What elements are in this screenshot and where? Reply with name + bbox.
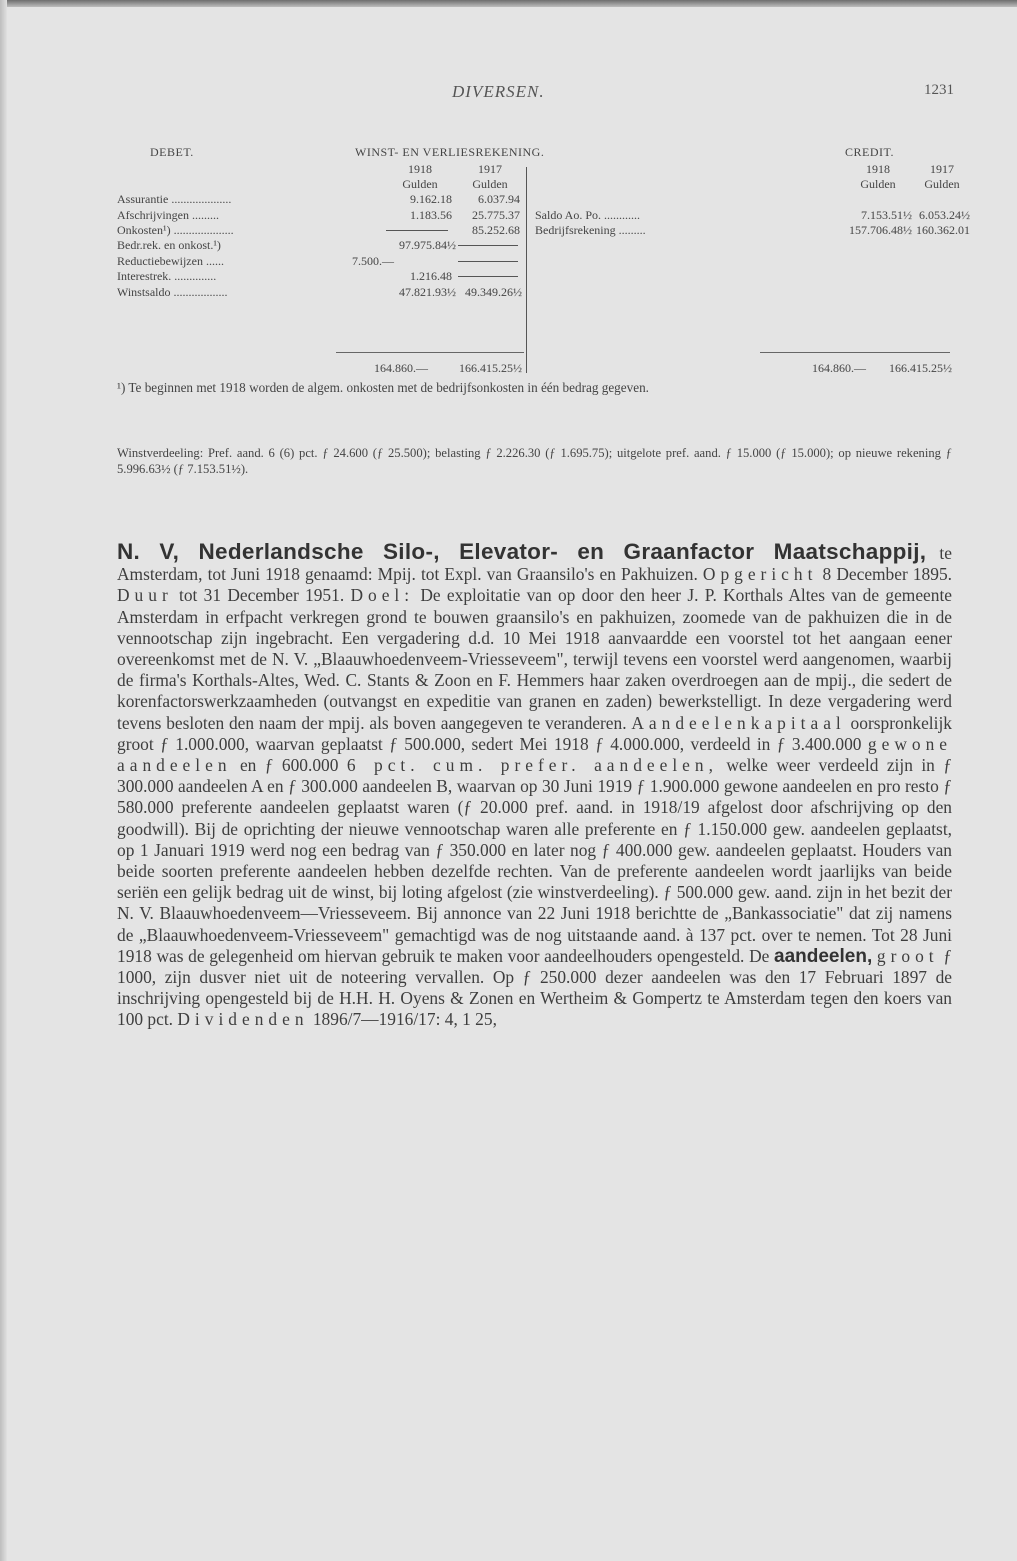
center-divider	[526, 167, 527, 373]
keyword-groot: groot	[876, 945, 939, 966]
debit-col-unit-1918: Gulden	[402, 177, 438, 191]
value-1917: 6.053.24½	[919, 208, 970, 222]
account-title: WINST- EN VERLIESREKENING.	[355, 145, 545, 159]
value-1918: 97.975.84½	[399, 238, 456, 252]
empty-dash	[386, 230, 448, 231]
value-1918: 7.153.51½	[861, 208, 912, 222]
credit-col-year-1917: 1917	[930, 162, 954, 176]
credit-total-1918: 164.860.—	[812, 361, 866, 375]
row-label: Afschrijvingen .........	[117, 208, 219, 222]
empty-dash	[458, 261, 518, 262]
row-label: Bedr.rek. en onkost.¹)	[117, 238, 221, 252]
text: te Amsterdam, tot Juni 1918 genaamd: Mpij. tot Expl. van Graansilo's en Pakhuizen.	[117, 543, 952, 585]
value-1918: 157.706.48½	[849, 223, 912, 237]
value-1917: 6.037.94	[478, 192, 520, 206]
empty-dash	[458, 276, 518, 277]
debit-col-year-1917: 1917	[478, 162, 502, 176]
credit-col-unit-1917: Gulden	[924, 177, 960, 191]
credit-total-1917: 166.415.25½	[889, 361, 952, 375]
value-1918: 47.821.93½	[399, 285, 456, 299]
text: oorspronkelijk groot ƒ 1.000.000, waarvan geplaatst ƒ 500.000, sedert Mei 1918 ƒ 4.000.000, verdeeld in ƒ 3.400.000	[117, 712, 952, 754]
value-1918: 7.500.—	[352, 254, 394, 268]
company-entry	[117, 541, 952, 1031]
page-number: 1231	[924, 82, 954, 98]
debit-col-year-1918: 1918	[408, 162, 432, 176]
debit-total-1918: 164.860.—	[374, 361, 428, 375]
keyword-dividenden: Dividenden	[177, 1009, 309, 1030]
value-1917: 160.362.01	[916, 223, 970, 237]
value-1917: 85.252.68	[472, 223, 520, 237]
credit-col-unit-1918: Gulden	[860, 177, 896, 191]
credit-sum-rule	[760, 352, 950, 353]
value-1917: 49.349.26½	[465, 285, 522, 299]
text: welke weer verdeeld zijn in ƒ 300.000 aandeelen A en ƒ 300.000 aandeelen B, waarvan op 30 Juni 1919 ƒ 1.900.000 gewone aandeelen en pro resto ƒ 580.000 preferente aandeelen geplaatst waren (ƒ 20.000 pref. aand. in 1918/19 afgelost door afschrijving op den goodwill). Bij de oprichting der nieuwe vennootschap waren alle preferente en ƒ 1.150.000 gew. aandeelen geplaatst, op 1 Januari 1919 werd nog een bedrag van ƒ 350.000 en later nog ƒ 400.000 gew. aandeelen geplaatst. Houders van beide soorten preferente aandeelen hebben dezelfde rechten. Van de preferente aandeelen wordt jaarlijks van beide seriën een gelijk bedrag uit de winst, bij loting afgelost (zie winstverdeeling). ƒ 500.000 gew. aand. zijn in het bezit der N. V. Blaauwhoedenveem—Vriesseveem. Bij annonce van 22 Juni 1918 berichtte de „Bankassociatie" dat zij namens de „Blaauwhoedenveem-Vriesseveem" gemachtigd was de nog uitstaande aand. à 137 pct. over te nemen. Tot 28 Juni 1918 was de gelegenheid om hiervan gebruik te maken voor aandeelhouders opengesteld. De	[117, 755, 952, 966]
debit-total-1917: 166.415.25½	[459, 361, 522, 375]
value-1918: 1.183.56	[410, 208, 452, 222]
text: tot 31 December 1951.	[172, 585, 351, 606]
debit-sum-rule	[336, 352, 524, 353]
running-title: DIVERSEN.	[452, 82, 545, 101]
debit-col-unit-1917: Gulden	[472, 177, 508, 191]
row-label: Interestrek. ..............	[117, 269, 217, 283]
keyword-gewone-aandeelen: gewone aandeelen	[117, 733, 952, 776]
text: ƒ 1000, zijn dusver niet uit de noteering vervallen. Op ƒ 250.000 dezer aandeelen was den 17 Februari 1897 de inschrijving opengesteld bij de H.H. H. Oyens & Zonen en Wertheim & Gompertz te Amsterdam tegen den koers van 100 pct.	[117, 945, 952, 1030]
row-label: Assurantie ....................	[117, 192, 232, 206]
keyword-opgericht: Opgericht	[702, 564, 818, 585]
row-label: Bedrijfsrekening .........	[535, 223, 646, 237]
keyword-cum-prefer: 6 pct. cum. prefer. aandeelen,	[346, 755, 718, 776]
keyword-aandeelen: aandeelen,	[774, 945, 873, 967]
value-1918: 1.216.48	[410, 269, 452, 283]
empty-dash	[458, 245, 518, 246]
row-label: Onkosten¹) ....................	[117, 223, 234, 237]
value-1918: 9.162.18	[410, 192, 452, 206]
winstverdeeling: Winstverdeeling: Pref. aand. 6 (6) pct. ƒ 24.600 (ƒ 25.500); belasting ƒ 2.226.30 (ƒ 1.695.75); uitgelote pref. aand. ƒ 15.000 (ƒ 15.000); op nieuwe rekening ƒ 5.996.63½ (ƒ 7.153.51½).	[117, 446, 952, 476]
text: 8 December 1895.	[817, 564, 952, 585]
company-name: N. V, Nederlandsche Silo-, Elevator- en Graanfactor Maatschappij,	[117, 539, 927, 564]
text: De exploitatie van op door den heer J. P. Korthals Altes van de gemeente Amsterdam in erfpacht verkregen grond te bouwen graansilo's en pakhuizen, zoomede van de pakhuizen die in de vennootschap zijn ingebracht. Een vergadering d.d. 10 Mei 1918 aanvaardde een voorstel tot het aangaan eener overeenkomst met de N. V. „Blaauwhoedenveem-Vriesseveem", terwijl tevens een voorstel werd aangenomen, waarbij de firma's Korthals-Altes, Wed. C. Stants & Zoon en F. Hemmers haar zaken overdroegen aan de mpij., die sedert de korenfactorswerkzaamheden (outvangst en expeditie van granen en zaden) bewerkstelligt. In deze vergadering werd tevens besloten den naam der mpij. als boven aangegeven te veranderen.	[117, 585, 952, 733]
keyword-duur: Duur	[117, 585, 173, 606]
footnote: ¹) Te beginnen met 1918 worden de algem. onkosten met de bedrijfsonkosten in één bedrag gegeven.	[117, 380, 649, 395]
credit-heading: CREDIT.	[845, 145, 894, 159]
credit-col-year-1918: 1918	[866, 162, 890, 176]
row-label: Saldo Ao. Po. ............	[535, 208, 641, 222]
keyword-aandeelenkapitaal: Aandeelenkapitaal	[631, 712, 846, 733]
row-label: Reductiebewijzen ......	[117, 254, 224, 268]
row-label: Winstsaldo ..................	[117, 285, 228, 299]
debit-table	[0, 0, 1017, 400]
text: 1896/7—1916/17: 4, 1 25,	[308, 1009, 497, 1030]
text: en ƒ 600.000	[231, 755, 347, 776]
debit-heading: DEBET.	[150, 145, 194, 159]
keyword-doel: Doel:	[350, 585, 415, 606]
value-1917: 25.775.37	[472, 208, 520, 222]
